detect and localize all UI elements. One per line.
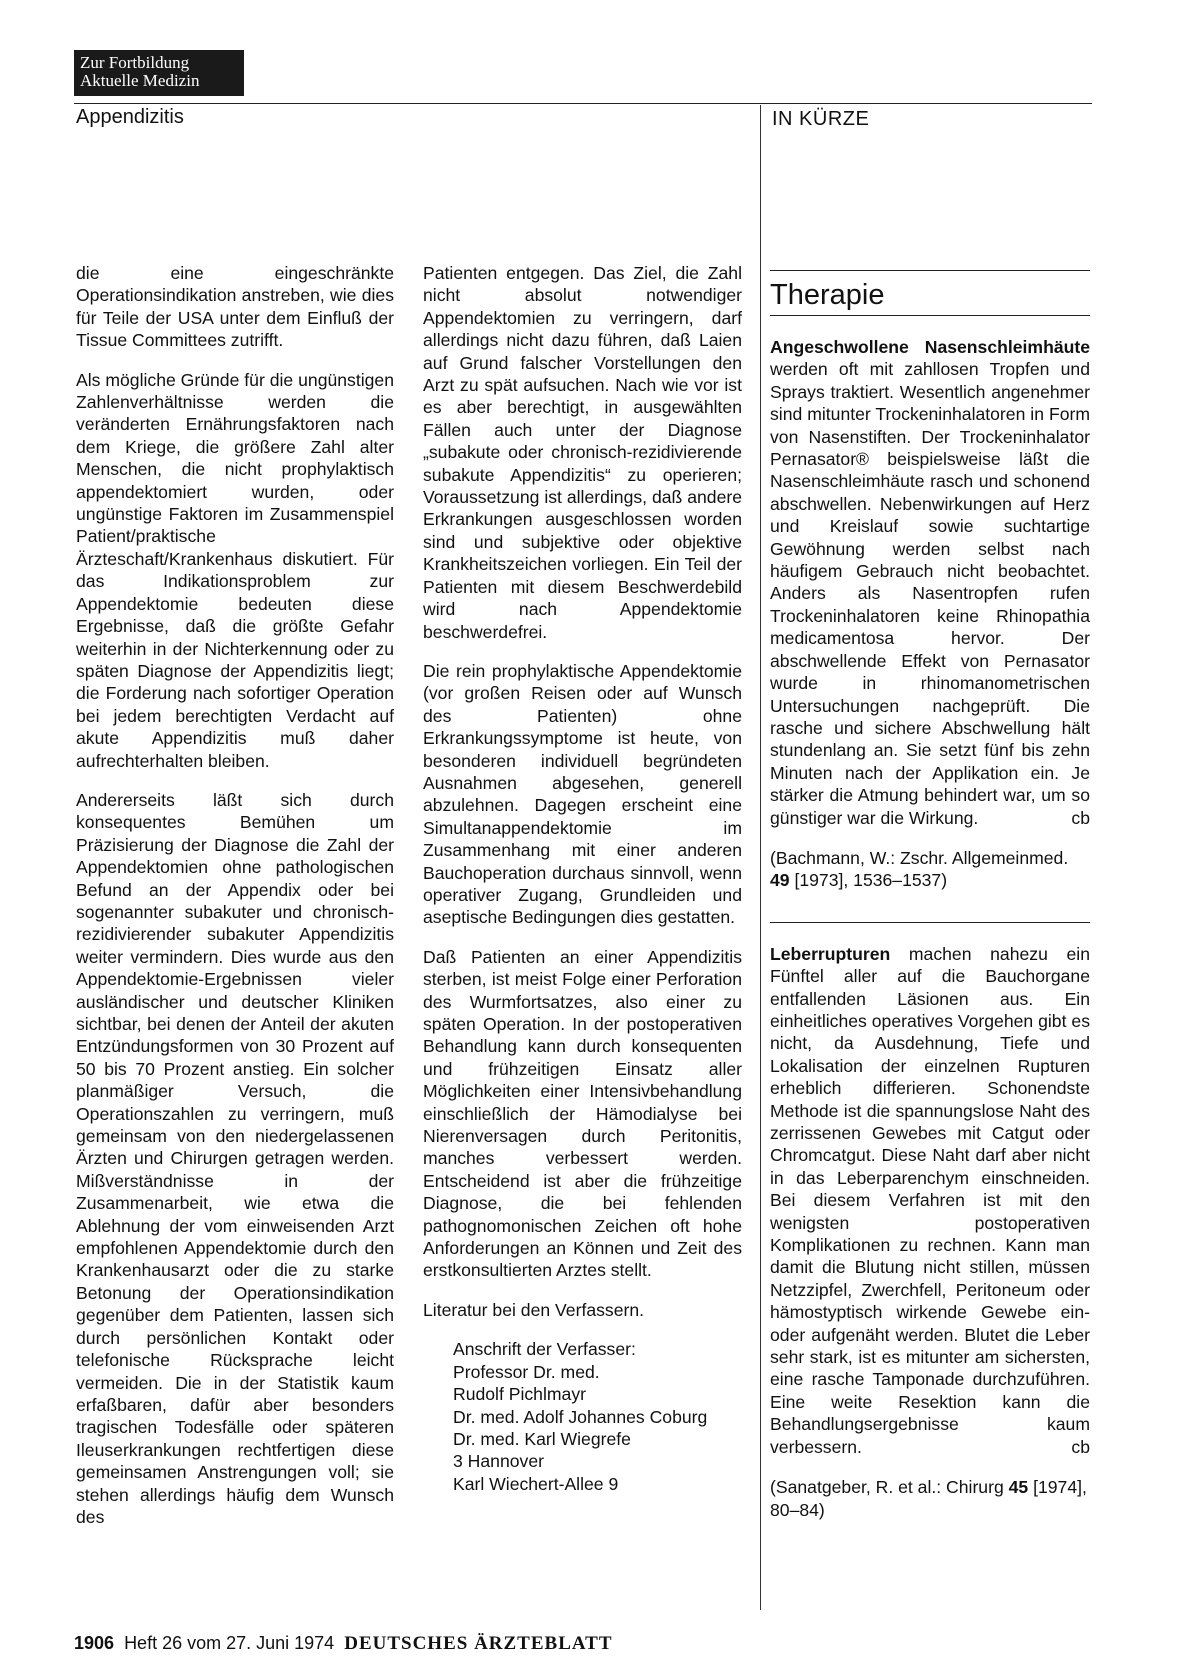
journal-name: DEUTSCHES ÄRZTEBLATT	[344, 1633, 613, 1654]
page-number: 1906	[74, 1633, 115, 1653]
news-item-reference	[770, 1476, 1090, 1521]
address-line: 3 Hannover	[453, 1451, 544, 1472]
address-line: Dr. med. Karl Wiegrefe	[453, 1428, 631, 1449]
address-line: Professor Dr. med.	[453, 1361, 600, 1382]
news-item-keyword: Leberrupturen	[770, 943, 891, 964]
reference-text: (Sanatgeber, R. et al.: Chirurg	[770, 1477, 1009, 1498]
news-item-keyword: Angeschwollene Nasenschleimhäute	[770, 337, 1090, 357]
column-divider	[760, 105, 761, 1610]
reference-text: (Bachmann, W.: Zschr. Allgemeinmed.	[770, 847, 1069, 868]
paragraph: Die rein prophylaktische Appendektomie (vor großen Reisen oder auf Wunsch des Patienten) ohne Erkrankungssymptome ist heute, von besonderen individuell begründeten Ausnahmen abgesehen, generell abzulehnen. Dagegen erscheint eine Simultanappendektomie im Zusammenhang mit einer anderen Bauchoperation durchaus sinnvoll, wenn operativer Zugang, Grundleiden und aseptische Bedingungen dies gestatten.	[423, 660, 742, 928]
article-column-2	[423, 262, 742, 1495]
author-initials: cb	[1071, 807, 1090, 828]
header-badge	[74, 50, 244, 96]
literature-note: Literatur bei den Verfassern.	[423, 1299, 645, 1320]
top-rule	[74, 103, 1092, 104]
paragraph: Andererseits läßt sich durch konsequentes Bemühen um Präzisierung der Diagnose die Zahl der Appendektomien ohne pathologischen Befund an der Appendix oder bei sogenannter subakuter und chronisch-rezidivierender subakuter Appendizitis weiter vermindern. Dies wurde aus den Appendektomie-Ergebnissen vieler ausländischer und deutscher Kliniken sichtbar, bei denen der Anteil der akuten Entzündungsformen von 30 Prozent auf 50 bis 70 Prozent anstieg. Ein solcher planmäßiger Versuch, die Operationszahlen zu verringern, muß gemeinsam von den niedergelassenen Ärzten und Chirurgen getragen werden. Mißverständnisse in der Zusammenarbeit, wie etwa die Ablehnung der vom einweisenden Arzt empfohlenen Appendektomie durch den Krankenhausarzt oder die zu starke Betonung der Operationsindikation gegenüber dem Patienten, lassen sich durch persönlichen Kontakt oder telefonische Rücksprache leicht vermeiden. Die in der Statistik kaum erfaßbaren, dafür aber besonders tragischen Todesfälle oder späteren Ileuserkrankungen rechtfertigen diese gemeinsamen Anstrengungen voll; sie stehen allerdings häufig dem Wunsch des	[76, 789, 394, 1527]
item-divider	[770, 922, 1090, 923]
sidebar-label: IN KÜRZE	[772, 108, 870, 130]
heading-rule-bottom	[770, 315, 1090, 316]
address-line: Karl Wiechert-Allee 9	[453, 1473, 619, 1494]
paragraph: die eine eingeschränkte Operationsindikation anstreben, wie dies für Teile der USA unter dem Einfluß der Tissue Committees zutrifft.	[76, 263, 394, 351]
sidebar-column	[770, 262, 1090, 1521]
author-initials: cb	[1071, 1436, 1090, 1457]
article-column-1	[76, 262, 394, 1545]
paragraph: Daß Patienten an einer Appendizitis sterben, ist meist Folge einer Perforation des Wurmfortsatzes, also einer zu späten Operation. In der postoperativen Behandlung kann durch konsequenten und frühzeitigen Einsatz aller Möglichkeiten einer Intensivbehandlung einschließlich der Hämodialyse bei Nierenversagen durch Peritonitis, manches verbessert werden. Entscheidend ist aber die frühzeitige Diagnose, die bei fehlenden pathognomonischen Zeichen oft hohe Anforderungen an Können und Zeit des erstkonsultierten Arztes stellt.	[423, 946, 742, 1281]
header-line-2: Aktuelle Medizin	[80, 71, 200, 90]
header-line-1: Zur Fortbildung	[80, 53, 190, 72]
page-footer	[74, 1633, 613, 1655]
address-line: Dr. med. Adolf Johannes Coburg	[453, 1406, 708, 1427]
news-item-reference	[770, 847, 1090, 892]
issue-info: Heft 26 vom 27. Juni 1974	[124, 1633, 335, 1653]
sidebar-heading: Therapie	[770, 279, 885, 311]
paragraph: Patienten entgegen. Das Ziel, die Zahl nicht absolut notwendiger Appendektomien zu verringern, darf allerdings nicht dazu führen, daß Laien auf Grund falscher Vorstellungen den Arzt zu spät aufsuchen. Nach wie vor ist es aber berechtigt, in ausgewählten Fällen auch unter der Diagnose „subakute oder chronisch-rezidivierende subakute Appendizitis“ zu operieren; Voraussetzung ist allerdings, daß andere Erkrankungen ausgeschlossen worden sind und subjektive oder objektive Krankheitszeichen vorliegen. Ein Teil der Patienten mit diesem Beschwerdebild wird nach Appendektomie beschwerdefrei.	[423, 263, 742, 642]
reference-volume: 49	[770, 870, 790, 891]
reference-text: [1974], 80–84)	[770, 1477, 1087, 1520]
paragraph: Als mögliche Gründe für die ungünstigen Zahlenverhältnisse werden die veränderten Ernährungsfaktoren nach dem Kriege, die größere Zahl alter Menschen, die nicht prophylaktisch appendektomiert wurden, oder ungünstige Faktoren im Zusammenspiel Patient/praktische Ärzteschaft/Krankenhaus diskutiert. Für das Indikationsproblem zur Appendektomie bedeuten diese Ergebnisse, daß die größte Gefahr weiterhin in der Nichterkennung oder zu späten Diagnose der Appendizitis liegt; die Forderung nach sofortiger Operation bei jedem berechtigten Verdacht auf akute Appendizitis muß daher aufrechterhalten bleiben.	[76, 369, 394, 771]
address-line: Anschrift der Verfasser:	[453, 1339, 636, 1360]
section-title: Appendizitis	[76, 106, 184, 128]
address-line: Rudolf Pichlmayr	[453, 1384, 586, 1405]
news-item-text: machen nahezu ein Fünftel aller auf die Bauchorgane entfallenden Läsionen aus. Ein einheitliches operatives Vorgehen gibt es nicht, da Ausdehnung, Tiefe und Lokalisation der einzelnen Rupturen erheblich differieren. Schonendste Methode ist die spannungslose Naht des zerrissenen Gewebes mit Catgut oder Chromcatgut. Diese Naht darf aber nicht in das Leberparenchym einschneiden. Bei diesem Verfahren ist mit den wenigsten postoperativen Komplikationen zu rechnen. Kann man damit die Blutung nicht stillen, müssen Netzzipfel, Zwerchfell, Peritoneum oder hämostyptisch wirkende Gewebe ein- oder aufgenäht werden. Blutet die Leber sehr stark, ist es mitunter am sichersten, eine rasche Tamponade durchzuführen. Eine weite Resektion kann die Behandlungsergebnisse kaum verbessern.	[770, 943, 1090, 1457]
news-item-nasal	[770, 336, 1090, 829]
news-item-liver	[770, 943, 1090, 1458]
reference-text: [1973], 1536–1537)	[789, 870, 948, 891]
news-item-text: werden oft mit zahllosen Tropfen und Sprays traktiert. Wesentlich angenehmer sind mitunter Trockeninhalatoren in Form von Nasenstiften. Der Trockeninhalator Pernasator® beispielsweise läßt die Nasenschleimhäute rasch und schonend abschwellen. Nebenwirkungen auf Herz und Kreislauf sowie suchtartige Gewöhnung werden selbst nach häufigem Gebrauch nicht beobachtet. Anders als Nasentropfen rufen Trockeninhalatoren keine Rhinopathia medicamentosa hervor. Der abschwellende Effekt von Pernasator wurde in rhinomanometrischen Untersuchungen nachgeprüft. Die rasche und sichere Abschwellung hält stundenlang an. Sie setzt fünf bis zehn Minuten nach der Applikation ein. Je stärker die Atmung behindert war, um so günstiger war die Wirkung.	[770, 359, 1090, 828]
reference-volume: 45	[1008, 1477, 1029, 1498]
author-address	[453, 1338, 742, 1495]
